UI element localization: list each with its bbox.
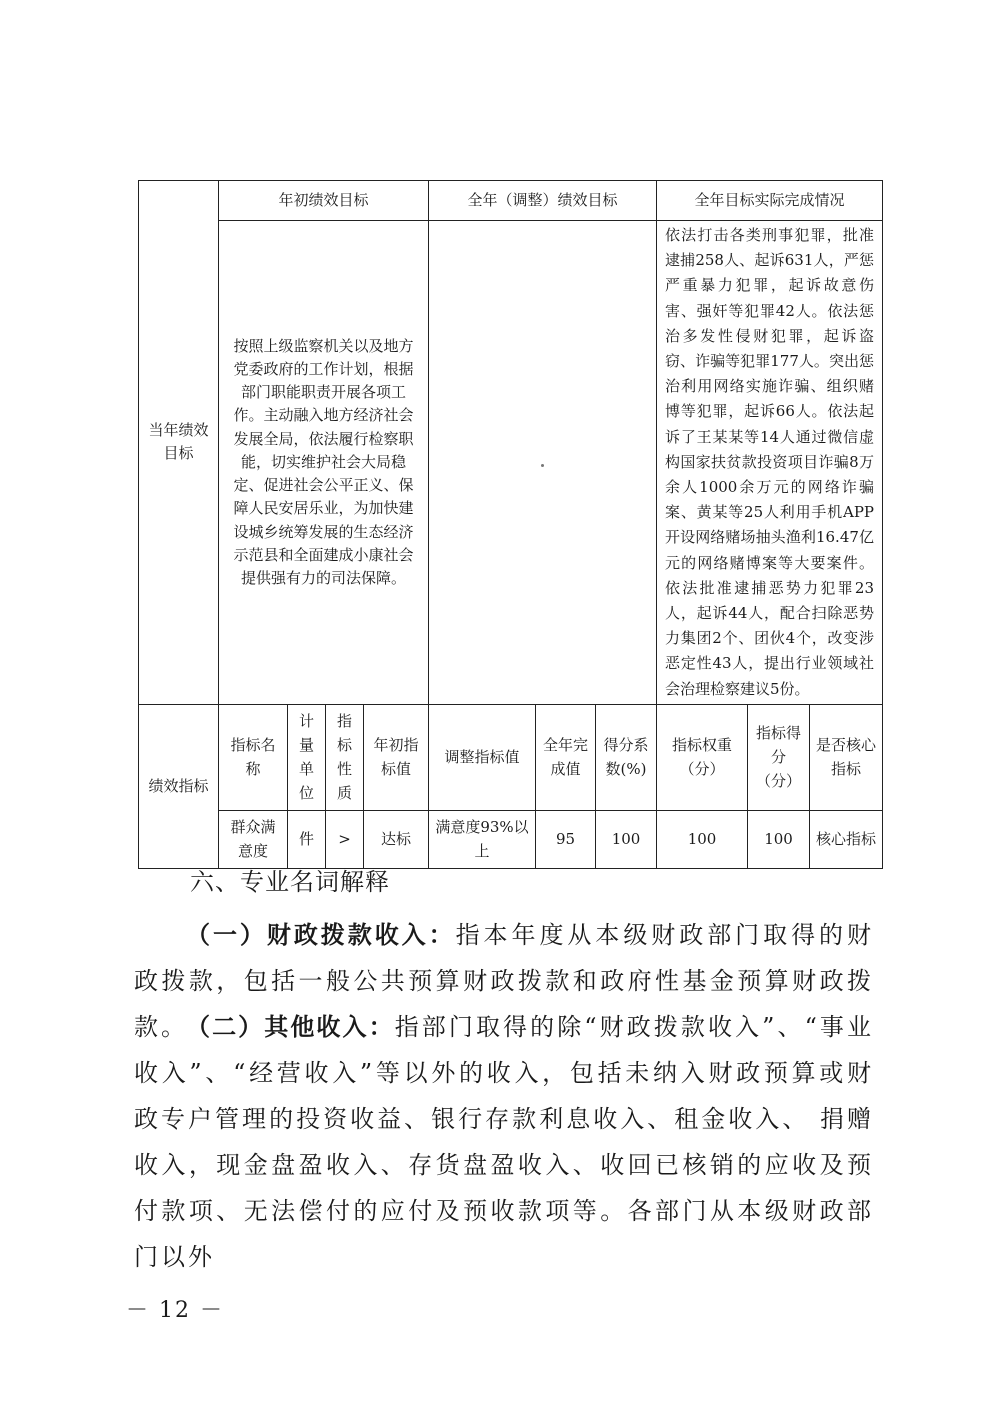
indicator-header-core: 是否核心指标 — [810, 704, 883, 810]
row-label-goal: 当年绩效目标 — [139, 181, 219, 705]
indicator-unit: 件 — [288, 810, 326, 868]
indicator-adjusted-value: 满意度93%以上 — [429, 810, 536, 868]
performance-table — [138, 180, 883, 869]
header-initial-goal: 年初绩效目标 — [219, 181, 429, 221]
indicator-header-adjusted: 调整指标值 — [429, 704, 536, 810]
indicator-score: 100 — [748, 810, 810, 868]
definition-term: （一）财政拨款收入： — [186, 921, 456, 949]
indicator-weight: 100 — [657, 810, 748, 868]
section-title: 六、专业名词解释 — [190, 868, 390, 896]
indicator-header-actual: 全年完成值 — [536, 704, 596, 810]
stray-dot-mark — [541, 464, 544, 467]
definition-term: （二）其他收入： — [186, 1013, 395, 1041]
row-label-indicator: 绩效指标 — [139, 704, 219, 868]
indicator-name: 群众满意度 — [219, 810, 288, 868]
definition-text: 指部门取得的除“财政拨款收入”、“事业收入”、“经营收入”等以外的收入，包括未纳入财政预算或财政专户管理的投资收益、银行存款利息收入、租金收入、 捐赠收入，现金盘盈收入、存货盘盈收入、收回已核销的应收及预付款项、无法偿付的应付及预收款项等。各部门从本级财政部门以外 — [134, 1013, 875, 1271]
page-number: － 12 － — [126, 1298, 224, 1323]
indicator-header-initial: 年初指标值 — [364, 704, 429, 810]
indicator-header-name: 指标名称 — [219, 704, 288, 810]
indicator-header-nature: 指标性质 — [326, 704, 364, 810]
indicator-header-coef: 得分系数(%) — [596, 704, 657, 810]
definition-text: 指本年度从本级财政部门取得的财政拨款，包括一般公共预算财政拨款和政府性基金预算财政拨款。 — [134, 921, 875, 1041]
definition-paragraph — [134, 1004, 874, 1280]
indicator-header-unit: 计量单位 — [288, 704, 326, 810]
indicator-actual-value: 95 — [536, 810, 596, 868]
indicator-nature: > — [326, 810, 364, 868]
actual-text: 依法打击各类刑事犯罪，批准逮捕258人、起诉631人，严惩严重暴力犯罪，起诉故意伤害、强奸等犯罪42人。依法惩治多发性侵财犯罪，起诉盗窃、诈骗等犯罪177人。突出惩治利用网络实施诈骗、组织赌博等犯罪，起诉66人。依法起诉了王某某等14人通过微信虚构国家扶贫款投资项目诈骗8万余人1000余万元的网络诈骗案、黄某等25人利用手机APP开设网络赌场抽头渔利16.47亿元的网络赌博案等大要案件。依法批准逮捕恶势力犯罪23人，起诉44人，配合扫除恶势力集团2个、团伙4个，改变涉恶定性43人，提出行业领域社会治理检察建议5份。 — [657, 221, 883, 705]
header-actual: 全年目标实际完成情况 — [657, 181, 883, 221]
indicator-core: 核心指标 — [810, 810, 883, 868]
indicator-score-coef: 100 — [596, 810, 657, 868]
initial-goal-text: 按照上级监察机关以及地方党委政府的工作计划，根据部门职能职责开展各项工作。主动融入地方经济社会发展全局，依法履行检察职能，切实维护社会大局稳定、促进社会公平正义、保障人民安居乐业，为加快建设城乡统筹发展的生态经济示范县和全面建成小康社会提供强有力的司法保障。 — [219, 221, 429, 705]
table-row — [139, 810, 883, 868]
indicator-header-weight: 指标权重（分） — [657, 704, 748, 810]
adjusted-goal-cell — [429, 221, 657, 705]
indicator-initial-value: 达标 — [364, 810, 429, 868]
header-adjusted-goal: 全年（调整）绩效目标 — [429, 181, 657, 221]
indicator-header-score: 指标得分（分） — [748, 704, 810, 810]
